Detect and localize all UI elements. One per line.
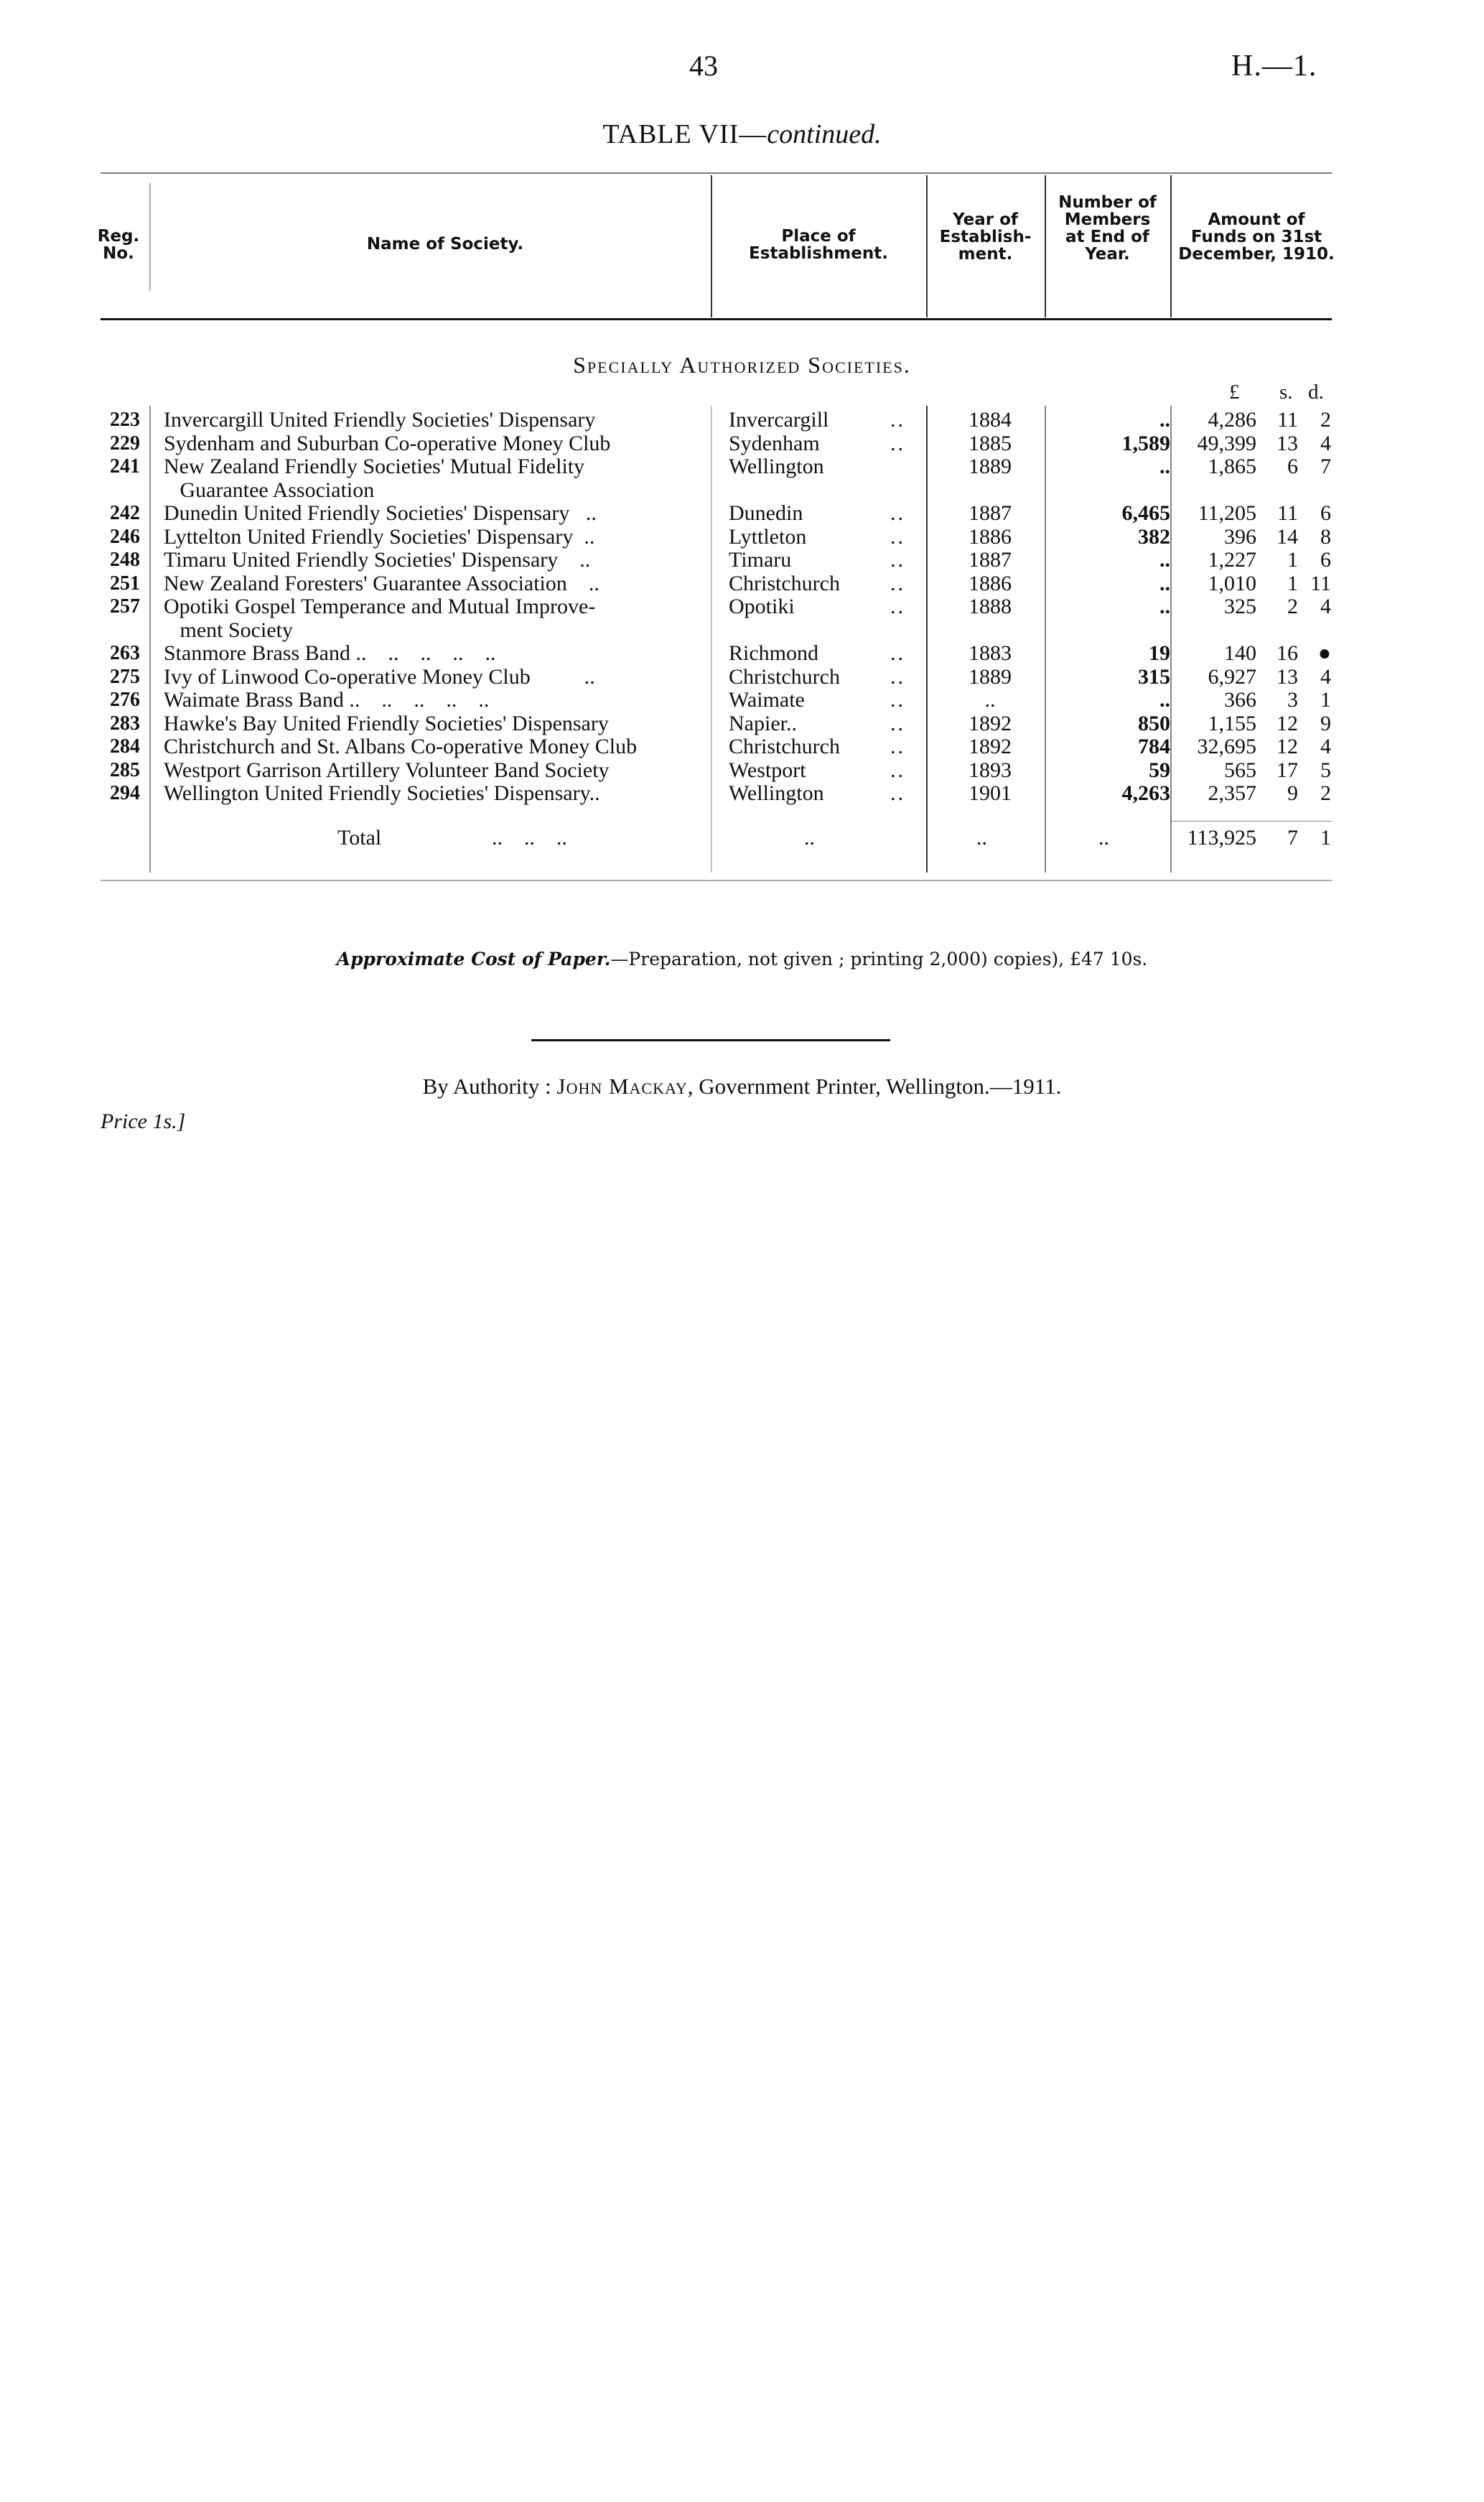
cell-society-name: Timaru United Friendly Societies' Dispensary .. xyxy=(164,548,591,572)
cell-pounds: 1,227 xyxy=(1208,548,1256,572)
cell-place: Christchurch xyxy=(729,735,840,758)
cell-pounds: 2,357 xyxy=(1208,781,1256,805)
header-bottom-rule xyxy=(101,318,1332,320)
total-name-dots: .. .. .. xyxy=(492,826,567,850)
cell-place: Richmond xyxy=(729,641,818,665)
cell-place: Opotiki xyxy=(729,595,795,618)
cell-place: Christchurch xyxy=(729,571,840,595)
cell-shillings: 1 xyxy=(1287,571,1298,595)
header-top-rule xyxy=(101,172,1332,174)
printer-authority xyxy=(0,1074,1484,1099)
table-row xyxy=(0,432,1484,455)
cell-place: Lyttleton xyxy=(729,524,807,549)
cell-pence: 6 xyxy=(1320,548,1331,572)
cell-leader-dots: .. xyxy=(890,524,905,549)
cell-leader-dots: .. xyxy=(890,595,905,618)
cell-shillings: 2 xyxy=(1287,595,1298,618)
cell-pounds: 49,399 xyxy=(1197,431,1256,455)
cell-pence: 7 xyxy=(1320,455,1331,478)
document-reference: H.—1. xyxy=(1231,50,1317,83)
cell-reg-number: 283 xyxy=(110,712,140,735)
cell-members: .. xyxy=(1159,688,1170,712)
cell-pounds: 1,155 xyxy=(1208,711,1256,735)
cell-society-name: ment Society xyxy=(164,618,293,642)
table-bottom-rule xyxy=(101,880,1332,881)
cell-pence: 1 xyxy=(1320,688,1331,712)
cell-reg-number: 223 xyxy=(110,409,140,431)
cell-reg-number: 263 xyxy=(110,642,140,664)
cell-place: Dunedin xyxy=(729,501,803,525)
cell-pounds: 4,286 xyxy=(1208,408,1256,432)
cost-text: —Preparation, not given ; printing 2,000) copies), £47 10s. xyxy=(610,949,1148,969)
cell-society-name: Christchurch and St. Albans Co-operative Money Club xyxy=(164,735,638,758)
cell-reg-number: 294 xyxy=(110,782,140,804)
cell-leader-dots: .. xyxy=(890,548,905,572)
cell-reg-number: 251 xyxy=(110,572,140,595)
cell-members: .. xyxy=(1159,408,1170,432)
authority-name: John Mackay xyxy=(556,1074,688,1099)
total-place-dots: .. xyxy=(804,826,815,850)
cell-pence: 2 xyxy=(1320,781,1331,805)
table-title xyxy=(0,118,1484,150)
cell-members: 850 xyxy=(1138,711,1170,735)
cell-year: 1888 xyxy=(969,595,1012,618)
cost-of-paper-note xyxy=(0,949,1484,969)
cell-society-name: Ivy of Linwood Co-operative Money Club .. xyxy=(164,664,595,689)
cell-shillings: 11 xyxy=(1277,501,1298,525)
cell-leader-dots: .. xyxy=(890,664,905,689)
cell-pence: 4 xyxy=(1320,595,1331,618)
cell-pounds: 1,010 xyxy=(1208,571,1256,595)
col-header-reg: Reg. No. xyxy=(97,227,140,263)
cell-pence: 2 xyxy=(1320,408,1331,432)
total-members-dots: .. xyxy=(1098,826,1109,850)
cell-shillings: 3 xyxy=(1287,688,1298,712)
cell-society-name: Hawke's Bay United Friendly Societies' Dispensary xyxy=(164,711,609,735)
cell-place: Waimate xyxy=(729,688,805,712)
cell-year: 1885 xyxy=(969,431,1012,455)
col-header-members: Number of Members at End of Year. xyxy=(1058,193,1157,264)
cell-place: Napier.. xyxy=(729,711,797,735)
cell-year: 1893 xyxy=(969,758,1012,782)
cell-society-name: Wellington United Friendly Societies' Dispensary.. xyxy=(164,781,600,805)
cost-label: Approximate Cost of Paper. xyxy=(336,949,611,969)
cell-year: 1886 xyxy=(969,524,1012,549)
cell-place: Sydenham xyxy=(729,431,820,455)
cell-pounds: 140 xyxy=(1224,641,1256,665)
cell-members: 1,589 xyxy=(1121,431,1170,455)
cell-shillings: 9 xyxy=(1287,781,1298,805)
table-row xyxy=(0,758,1484,782)
table-row xyxy=(0,408,1484,432)
table-row xyxy=(0,781,1484,805)
footer-rule xyxy=(531,1039,890,1041)
cell-society-name: Stanmore Brass Band .. .. .. .. .. xyxy=(164,641,496,665)
cell-leader-dots: .. xyxy=(890,758,905,782)
total-pounds: 113,925 xyxy=(1187,826,1256,850)
table-row xyxy=(0,618,1484,642)
cell-members: 4,263 xyxy=(1121,781,1170,805)
cell-place: Christchurch xyxy=(729,664,840,689)
header-divider xyxy=(1170,175,1172,317)
cell-year: 1887 xyxy=(969,548,1012,572)
authority-prefix: By Authority : xyxy=(422,1074,551,1099)
cell-leader-dots: .. xyxy=(890,735,905,758)
table-title-suffix: continued. xyxy=(767,119,882,149)
cell-shillings: 12 xyxy=(1277,711,1298,735)
total-top-rule xyxy=(1170,821,1332,822)
table-row xyxy=(0,712,1484,735)
cell-pounds: 325 xyxy=(1224,595,1256,618)
cell-reg-number: 275 xyxy=(110,665,140,688)
cell-society-name: New Zealand Foresters' Guarantee Association .. xyxy=(164,571,599,595)
cell-shillings: 13 xyxy=(1277,431,1298,455)
cell-society-name: Invercargill United Friendly Societies' Dispensary xyxy=(164,408,596,432)
cell-members: 19 xyxy=(1149,641,1170,665)
cell-pounds: 32,695 xyxy=(1197,735,1256,758)
cell-society-name: Westport Garrison Artillery Volunteer Band Society xyxy=(164,758,610,782)
cell-reg-number: 276 xyxy=(110,689,140,711)
cell-place: Timaru xyxy=(729,548,792,572)
cell-year: 1889 xyxy=(969,664,1012,689)
cell-leader-dots: .. xyxy=(890,431,905,455)
cell-leader-dots: .. xyxy=(890,641,905,665)
cell-members: 315 xyxy=(1138,664,1170,689)
cell-pounds: 6,927 xyxy=(1208,664,1256,689)
table-row xyxy=(0,455,1484,478)
cell-members: .. xyxy=(1159,548,1170,572)
header-divider xyxy=(926,175,928,317)
cell-society-name: Sydenham and Suburban Co-operative Money Club xyxy=(164,431,611,455)
col-header-name: Name of Society. xyxy=(366,235,524,254)
cell-members: 59 xyxy=(1149,758,1170,782)
cell-reg-number: 229 xyxy=(110,432,140,455)
cell-pounds: 1,865 xyxy=(1208,455,1256,478)
header-divider xyxy=(149,183,151,291)
cell-shillings: 14 xyxy=(1277,524,1298,549)
total-year-dots: .. xyxy=(976,826,987,850)
header-divider xyxy=(711,175,712,317)
table-row xyxy=(0,595,1484,618)
cell-leader-dots: .. xyxy=(890,571,905,595)
cell-society-name: Lyttelton United Friendly Societies' Dispensary .. xyxy=(164,524,595,549)
cell-year: 1887 xyxy=(969,501,1012,525)
cell-pence: 8 xyxy=(1320,524,1331,549)
unit-shillings: s. xyxy=(1279,381,1293,404)
table-row xyxy=(0,665,1484,689)
table-row xyxy=(0,501,1484,525)
cell-pence: 6 xyxy=(1320,501,1331,525)
cell-society-name: Waimate Brass Band .. .. .. .. .. xyxy=(164,688,490,712)
cell-reg-number: 242 xyxy=(110,502,140,524)
cell-members: .. xyxy=(1159,571,1170,595)
cell-leader-dots: .. xyxy=(890,501,905,525)
table-row xyxy=(0,735,1484,758)
total-pence: 1 xyxy=(1320,826,1331,850)
cell-pence: 5 xyxy=(1320,758,1331,782)
cell-society-name: Opotiki Gospel Temperance and Mutual Improve- xyxy=(164,595,596,618)
cell-year: 1889 xyxy=(969,455,1012,478)
cell-reg-number: 285 xyxy=(110,758,140,781)
cell-members: .. xyxy=(1159,595,1170,618)
cell-place: Wellington xyxy=(729,455,824,478)
cell-year: .. xyxy=(984,688,996,712)
authority-suffix: , Government Printer, Wellington.—1911. xyxy=(687,1074,1062,1099)
cell-leader-dots: .. xyxy=(890,711,905,735)
cell-members: .. xyxy=(1159,455,1170,478)
cell-reg-number: 241 xyxy=(110,455,140,478)
page-number: 43 xyxy=(689,50,718,82)
table-title-main: TABLE VII— xyxy=(602,119,767,149)
cell-members: 6,465 xyxy=(1121,501,1170,525)
cell-pence: 4 xyxy=(1320,431,1331,455)
unit-pence: d. xyxy=(1308,381,1324,404)
cell-pounds: 11,205 xyxy=(1198,501,1256,525)
cell-place: Wellington xyxy=(729,781,824,805)
cell-year: 1892 xyxy=(969,735,1012,758)
cell-year: 1883 xyxy=(969,641,1012,665)
cell-place: Westport xyxy=(729,758,806,782)
table-row xyxy=(0,641,1484,665)
cell-year: 1884 xyxy=(969,408,1012,432)
cell-members: 784 xyxy=(1138,735,1170,758)
cell-pence: ● xyxy=(1317,641,1331,665)
cell-shillings: 12 xyxy=(1277,735,1298,758)
section-title: Specially Authorized Societies. xyxy=(573,352,911,378)
total-label: Total xyxy=(337,826,382,850)
cell-year: 1886 xyxy=(969,571,1012,595)
cell-place: Invercargill xyxy=(729,408,829,432)
cell-pence: 9 xyxy=(1320,711,1331,735)
cell-reg-number: 284 xyxy=(110,735,140,758)
cell-year: 1892 xyxy=(969,711,1012,735)
cell-pence: 4 xyxy=(1320,664,1331,689)
cell-society-name: Guarantee Association xyxy=(164,478,375,502)
cell-pounds: 366 xyxy=(1224,688,1256,712)
price: Price 1s.] xyxy=(101,1110,186,1133)
cell-society-name: New Zealand Friendly Societies' Mutual Fidelity xyxy=(164,455,585,478)
table-row xyxy=(0,525,1484,549)
total-shillings: 7 xyxy=(1287,826,1298,850)
cell-leader-dots: .. xyxy=(890,688,905,712)
table-row xyxy=(0,478,1484,502)
cell-pence: 4 xyxy=(1320,735,1331,758)
cell-pence: 11 xyxy=(1310,571,1331,595)
cell-shillings: 1 xyxy=(1287,548,1298,572)
cell-members: 382 xyxy=(1138,524,1170,549)
cell-reg-number: 257 xyxy=(110,595,140,618)
table-row xyxy=(0,572,1484,595)
unit-pounds: £ xyxy=(1229,381,1240,404)
header-divider xyxy=(1045,175,1046,317)
cell-pounds: 565 xyxy=(1224,758,1256,782)
total-row xyxy=(0,826,1484,850)
cell-shillings: 11 xyxy=(1277,408,1298,432)
cell-leader-dots: .. xyxy=(890,408,905,432)
col-header-funds: Amount of Funds on 31st December, 1910. xyxy=(1178,210,1335,264)
cell-leader-dots: .. xyxy=(890,781,905,805)
cell-year: 1901 xyxy=(969,781,1012,805)
table-row xyxy=(0,688,1484,712)
cell-pounds: 396 xyxy=(1224,524,1256,549)
cell-reg-number: 248 xyxy=(110,549,140,571)
cell-society-name: Dunedin United Friendly Societies' Dispensary .. xyxy=(164,501,597,525)
cell-shillings: 6 xyxy=(1287,455,1298,478)
cell-reg-number: 246 xyxy=(110,525,140,548)
table-row xyxy=(0,548,1484,572)
cell-shillings: 17 xyxy=(1277,758,1298,782)
col-header-place: Place of Establishment. xyxy=(749,227,888,263)
cell-shillings: 16 xyxy=(1277,641,1298,665)
col-header-year: Year of Establish- ment. xyxy=(939,210,1032,264)
cell-shillings: 13 xyxy=(1277,664,1298,689)
